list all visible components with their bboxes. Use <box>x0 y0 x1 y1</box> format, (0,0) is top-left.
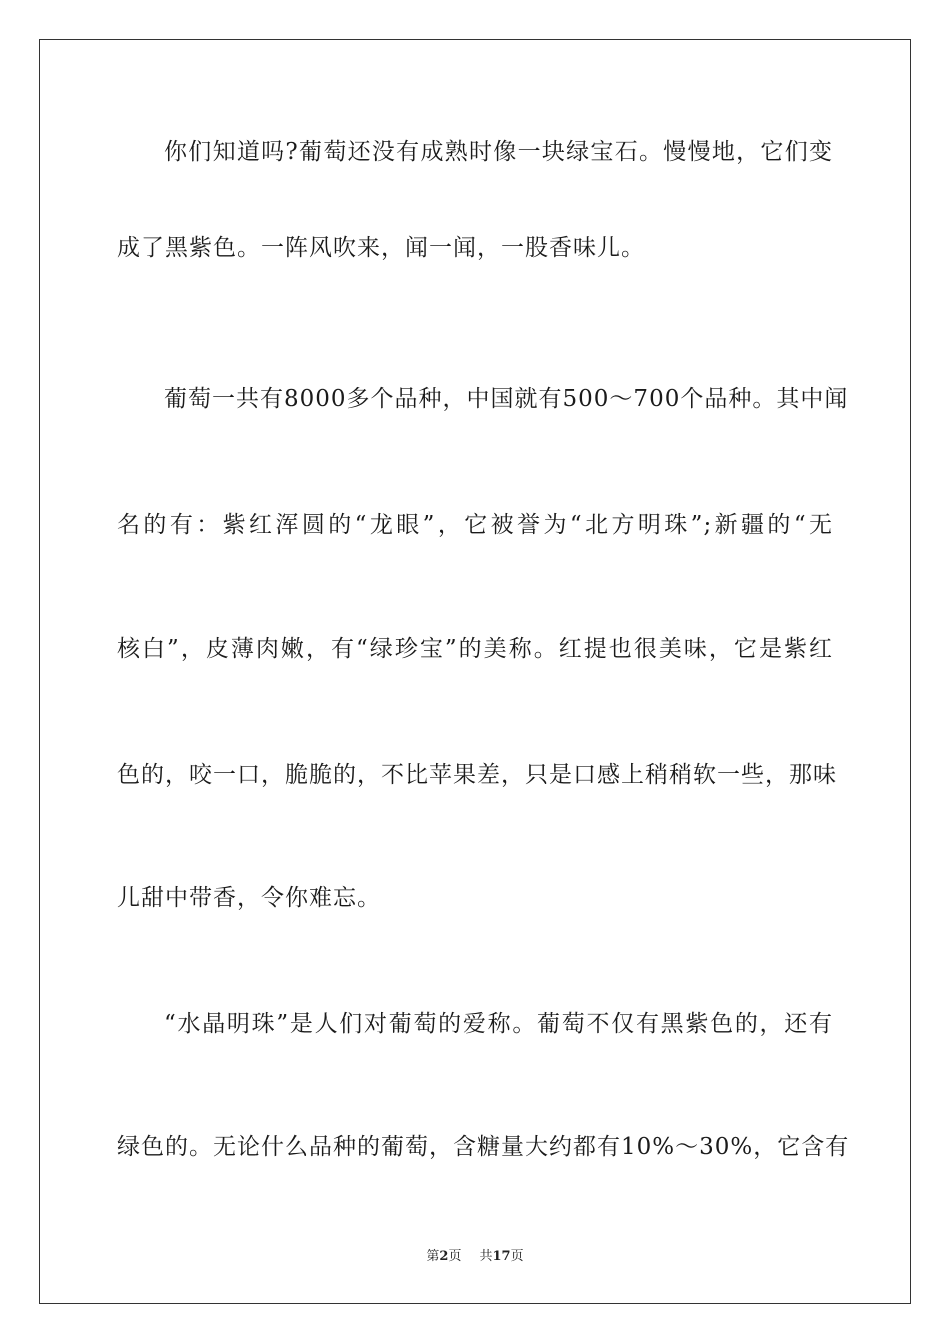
paragraph-2-line-3: 核白”，皮薄肉嫩，有“绿珍宝”的美称。红提也很美味，它是紫红 <box>117 636 833 662</box>
paragraph-2-line-5: 儿甜中带香，令你难忘。 <box>117 885 381 911</box>
footer-page-number: 2 <box>439 1249 449 1264</box>
footer-total-prefix: 共 <box>479 1249 493 1264</box>
page-border <box>39 39 911 1304</box>
footer-page-suffix: 页 <box>448 1249 462 1264</box>
footer-total-suffix: 页 <box>510 1249 524 1264</box>
paragraph-3-line-2: 绿色的。无论什么品种的葡萄，含糖量大约都有10%～30%，它含有 <box>117 1134 850 1160</box>
footer-total-pages: 17 <box>492 1249 511 1264</box>
paragraph-1-line-1: 你们知道吗?葡萄还没有成熟时像一块绿宝石。慢慢地，它们变 <box>164 139 833 165</box>
paragraph-2-line-2: 名的有：紫红浑圆的“龙眼”，它被誉为“北方明珠”;新疆的“无 <box>117 512 833 538</box>
paragraph-3-line-1: “水晶明珠”是人们对葡萄的爱称。葡萄不仅有黑紫色的，还有 <box>164 1011 833 1037</box>
paragraph-2-line-4: 色的，咬一口，脆脆的，不比苹果差，只是口感上稍稍软一些，那味 <box>117 762 837 788</box>
page-footer <box>0 1249 950 1265</box>
footer-page-prefix: 第 <box>426 1249 440 1264</box>
paragraph-1-line-2: 成了黑紫色。一阵风吹来，闻一闻，一股香味儿。 <box>117 235 645 261</box>
paragraph-2-line-1: 葡萄一共有8000多个品种，中国就有500～700个品种。其中闻 <box>164 386 849 412</box>
